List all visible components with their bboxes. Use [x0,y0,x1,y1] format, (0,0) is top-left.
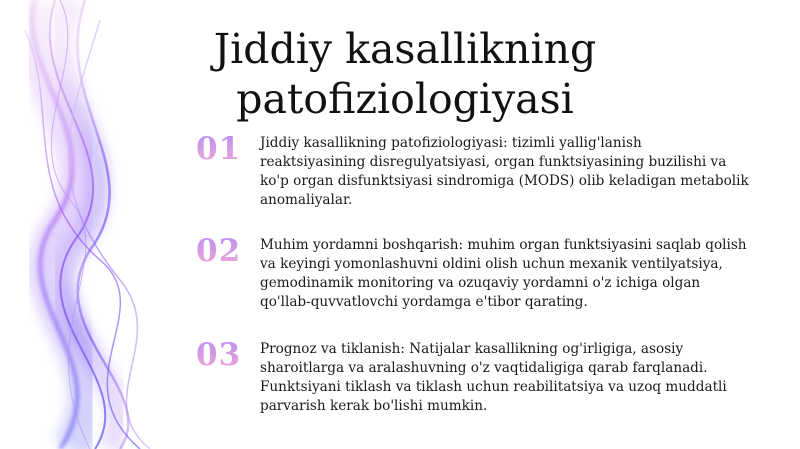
item-number: 02 [196,234,251,268]
slide-title: Jiddiy kasallikning patofiziologiyasi [213,25,597,123]
item-number: 01 [196,132,251,166]
item-text: Muhim yordamni boshqarish: muhim organ funktsiyasini saqlab qolish va keyingi yomonlashuvni oldini olish uchun mexanik ventilyatsiya, gemodinamik monitoring va ozuqaviy yordamni o'z ichiga olgan qo'llab-quvvatlovchi yordamga e'tibor qarating. [260,237,747,310]
decorative-smoke-ribbon [0,0,190,449]
item-text: Prognoz va tiklanish: Natijalar kasallikning og'irligiga, asosiy sharoitlarga va aralashuvning o'z vaqtidaligiga qarab farqlanadi. Funktsiyani tiklash va tiklash uchun reabilitatsiya va uzoq muddatli parvarish kerak bo'lishi mumkin. [260,341,727,414]
item-number: 03 [196,338,251,372]
item-text: Jiddiy kasallikning patofiziologiyasi: tizimli yallig'lanish reaktsiyasining disregulyatsiyasi, organ funktsiyasining buzilishi va ko'p organ disfunktsiyasi sindromiga (MODS) olib keladigan metabolik anomaliyalar. [260,135,749,208]
